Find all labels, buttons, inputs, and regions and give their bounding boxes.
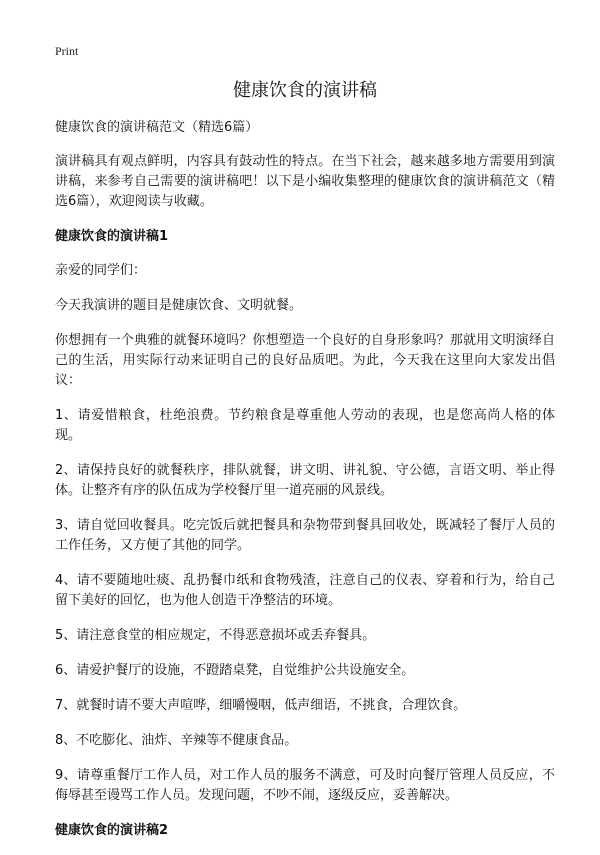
list-item: 4、请不要随地吐痰、乱扔餐巾纸和食物残渣，注意自己的仪表、穿着和行为，给自己留下美好的回忆，也为他人创造干净整洁的环境。 bbox=[55, 573, 555, 608]
section-heading-2: 健康饮食的演讲稿2 bbox=[55, 823, 169, 838]
list-item: 1、请爱惜粮食，杜绝浪费。节约粮食是尊重他人劳动的表现，也是您高尚人格的体现。 bbox=[55, 408, 555, 443]
body-paragraph: 今天我演讲的题目是健康饮食、文明就餐。 bbox=[55, 298, 303, 313]
document-body bbox=[55, 78, 555, 855]
list-item: 3、请自觉回收餐具。吃完饭后就把餐具和杂物带到餐具回收处，既减轻了餐厅人员的工作任务，又方便了其他的同学。 bbox=[55, 518, 555, 553]
body-paragraph: 你想拥有一个典雅的就餐环境吗？你想塑造一个良好的自身形象吗？那就用文明演绎自己的生活，用实际行动来证明自己的良好品质吧。为此，今天我在这里向大家发出倡议： bbox=[55, 333, 555, 388]
section-heading-1: 健康饮食的演讲稿1 bbox=[55, 229, 169, 244]
list-item: 5、请注意食堂的相应规定，不得恶意损坏或丢弃餐具。 bbox=[55, 628, 376, 643]
list-item: 9、请尊重餐厅工作人员，对工作人员的服务不满意，可及时向餐厅管理人员反应，不侮辱甚至谩骂工作人员。发现问题，不吵不闹，逐级反应，妥善解决。 bbox=[55, 768, 555, 803]
print-label: Print bbox=[55, 44, 79, 58]
list-item: 8、不吃膨化、油炸、辛辣等不健康食品。 bbox=[55, 733, 298, 748]
list-item: 2、请保持良好的就餐秩序，排队就餐，讲文明、讲礼貌、守公德，言语文明、举止得体。让整齐有序的队伍成为学校餐厅里一道亮丽的风景线。 bbox=[55, 463, 555, 498]
intro-paragraph: 演讲稿具有观点鲜明，内容具有鼓动性的特点。在当下社会，越来越多地方需要用到演讲稿，来参考自己需要的演讲稿吧！以下是小编收集整理的健康饮食的演讲稿范文（精选6篇），欢迎阅读与收藏。 bbox=[55, 154, 555, 209]
list-item: 7、就餐时请不要大声喧哗，细嚼慢咽，低声细语，不挑食，合理饮食。 bbox=[55, 698, 467, 713]
greeting-paragraph: 亲爱的同学们： bbox=[55, 263, 147, 278]
page-title: 健康饮食的演讲稿 bbox=[233, 80, 377, 101]
document-subtitle: 健康饮食的演讲稿范文（精选6篇） bbox=[55, 120, 259, 135]
list-item: 6、请爱护餐厅的设施，不蹬踏桌凳，自觉维护公共设施安全。 bbox=[55, 663, 415, 678]
